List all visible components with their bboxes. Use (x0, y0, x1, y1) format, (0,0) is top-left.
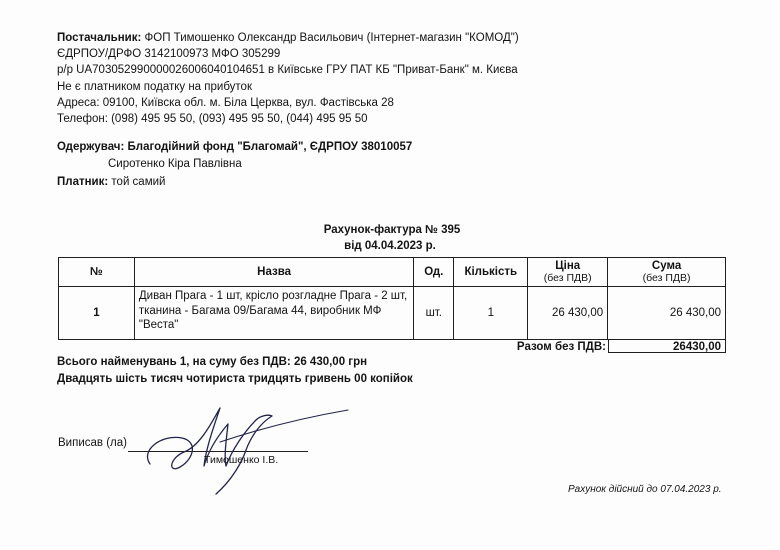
invoice-title-block (0, 222, 780, 254)
col-sum-title: Сума (651, 260, 682, 272)
supplier-codes: ЄДРПОУ/ДРФО 3142100973 МФО 305299 (57, 48, 281, 61)
summary-block (57, 354, 413, 388)
col-price-subtitle: (без ПДВ) (543, 272, 592, 284)
summary-words-line: Двадцять шість тисяч чотириста тридцять гривень 00 копійок (57, 373, 413, 385)
col-unit-header: Од. (414, 258, 454, 287)
supplier-phones: Телефон: (098) 495 95 50, (093) 495 95 50, (044) 495 95 50 (57, 113, 368, 126)
row-name: Диван Прага - 1 шт, крісло розгладне Прага - 2 шт, тканина - Багама 09/Багама 44, виробник МФ "Веста" (134, 287, 413, 340)
col-num-header: № (59, 258, 135, 287)
col-sum-subtitle: (без ПДВ) (642, 272, 691, 284)
table-header-row (59, 258, 726, 287)
row-unit: шт. (414, 287, 454, 340)
invoice-title: Рахунок-фактура № 395 (323, 224, 461, 236)
handwritten-signature (120, 402, 360, 502)
col-price-header (528, 258, 608, 287)
supplier-block (57, 30, 519, 127)
summary-count-line: Всього найменувань 1, на суму без ПДВ: 26 430,00 грн (57, 356, 368, 368)
supplier-line (57, 30, 519, 46)
row-num: 1 (59, 287, 135, 340)
invoice-date: від 04.04.2023 р. (344, 240, 436, 252)
items-table (58, 257, 726, 340)
payer-value: той самий (111, 176, 166, 188)
col-qty-header: Кількість (454, 258, 528, 287)
payer-block (57, 176, 165, 188)
supplier-address: Адреса: 09100, Київска обл. м. Біла Церква, вул. Фастівська 28 (57, 96, 394, 109)
recipient-block (57, 139, 412, 172)
total-row (58, 339, 726, 355)
total-label: Разом без ПДВ: (516, 341, 606, 353)
row-sum: 26 430,00 (608, 287, 726, 340)
row-price: 26 430,00 (528, 287, 608, 340)
supplier-label: Постачальник: (57, 32, 142, 44)
row-qty: 1 (454, 287, 528, 340)
signer-name: Тимошенко І.В. (204, 454, 279, 466)
supplier-name: ФОП Тимошенко Олександр Васильович (Інтернет-магазин "КОМОД") (144, 32, 519, 44)
recipient-contact: Сиротенко Кіра Павлівна (108, 157, 242, 170)
total-value: 26430,00 (608, 339, 726, 353)
signature-flourish (220, 410, 348, 442)
supplier-tax-status: Не є платником податку на прибуток (57, 80, 252, 93)
col-price-title: Ціна (555, 260, 581, 272)
col-name-header: Назва (134, 258, 413, 287)
col-sum-header (608, 258, 726, 287)
signature-stroke (148, 408, 272, 494)
recipient-line: Одержувач: Благодійний фонд "Благомай", ЄДРПОУ 38010057 (57, 141, 413, 153)
payer-label: Платник: (57, 176, 109, 188)
validity-note: Рахунок дійсний до 07.04.2023 р. (568, 484, 722, 495)
supplier-account: р/р UA703052990000026006040104651 в Київське ГРУ ПАТ КБ "Приват-Банк" м. Києва (57, 64, 518, 77)
table-row (59, 287, 726, 340)
signed-by-label: Виписав (ла) (58, 437, 127, 449)
